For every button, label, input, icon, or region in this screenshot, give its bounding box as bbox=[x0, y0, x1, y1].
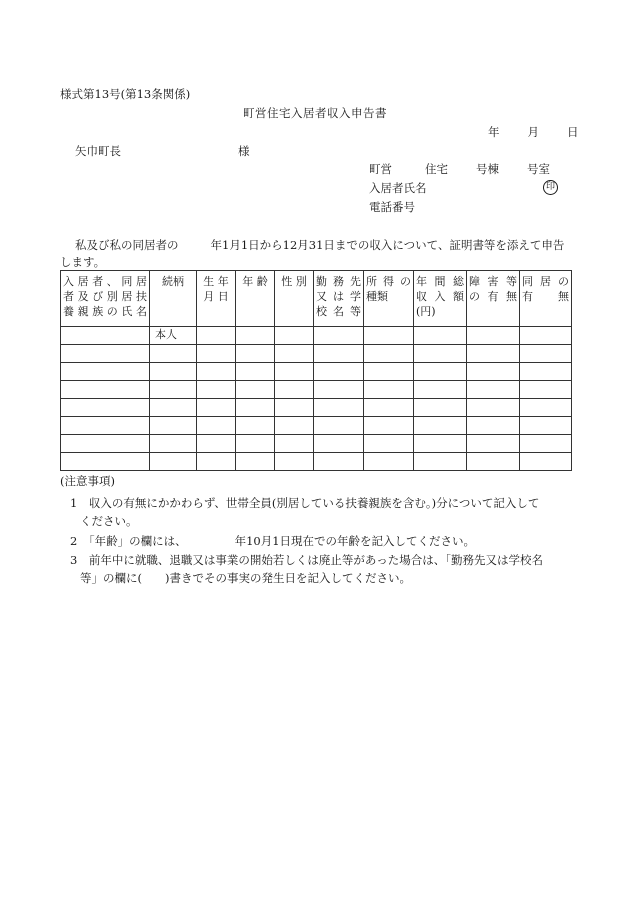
table-cell[interactable] bbox=[275, 345, 314, 363]
table-cell[interactable] bbox=[414, 381, 467, 399]
table-cell[interactable] bbox=[520, 435, 572, 453]
table-row bbox=[61, 381, 572, 399]
table-row bbox=[61, 453, 572, 471]
header-cohabit: 同居の 有無 bbox=[520, 271, 572, 327]
table-row bbox=[61, 399, 572, 417]
note-3-line-1: 3 前年中に就職、退職又は事業の開始若しくは廃止等があった場合は、「勤務先又は学校名 bbox=[70, 553, 543, 567]
table-cell[interactable] bbox=[150, 417, 197, 435]
table-cell[interactable] bbox=[467, 327, 520, 345]
table-cell[interactable] bbox=[467, 381, 520, 399]
document-title: 町営住宅入居者収入申告書 bbox=[243, 106, 387, 120]
table-cell[interactable] bbox=[236, 381, 275, 399]
date-month: 月 bbox=[527, 125, 539, 139]
table-cell[interactable] bbox=[520, 417, 572, 435]
date-line bbox=[488, 125, 579, 139]
table-cell[interactable] bbox=[275, 381, 314, 399]
header-workplace: 勤務先 又は学 校名等 bbox=[314, 271, 364, 327]
address-building: 号棟 bbox=[476, 162, 499, 176]
table-cell[interactable] bbox=[414, 345, 467, 363]
table-cell[interactable] bbox=[275, 435, 314, 453]
table-cell[interactable] bbox=[61, 345, 150, 363]
address-housing: 住宅 bbox=[425, 162, 448, 176]
table-cell[interactable] bbox=[275, 417, 314, 435]
table-cell[interactable] bbox=[236, 417, 275, 435]
income-table bbox=[60, 270, 572, 471]
table-cell[interactable] bbox=[236, 399, 275, 417]
header-relation: 続柄 bbox=[150, 271, 197, 327]
table-cell[interactable] bbox=[197, 399, 236, 417]
table-cell[interactable] bbox=[364, 453, 414, 471]
table-cell[interactable] bbox=[275, 363, 314, 381]
table-cell[interactable] bbox=[197, 363, 236, 381]
table-row bbox=[61, 363, 572, 381]
note-1-line-1: 1 収入の有無にかかわらず、世帯全員(別居している扶養親族を含む。)分について記入して bbox=[70, 496, 540, 510]
header-birthdate: 生 年 月 日 bbox=[197, 271, 236, 327]
table-cell[interactable] bbox=[61, 363, 150, 381]
note-2-part2: 年10月1日現在での年齢を記入してください。 bbox=[234, 534, 476, 548]
table-cell[interactable] bbox=[467, 417, 520, 435]
header-income-type: 所得の 種類 bbox=[364, 271, 414, 327]
note-3-line-2: 等」の欄に( )書きでその事実の発生日を記入してください。 bbox=[80, 571, 411, 585]
table-cell[interactable] bbox=[364, 417, 414, 435]
table-cell[interactable] bbox=[364, 363, 414, 381]
table-row bbox=[61, 417, 572, 435]
table-cell[interactable] bbox=[314, 435, 364, 453]
intro-line-2: します。 bbox=[60, 255, 106, 269]
intro-part1: 私及び私の同居者の bbox=[75, 238, 179, 252]
table-cell[interactable] bbox=[467, 345, 520, 363]
table-cell[interactable] bbox=[520, 327, 572, 345]
note-1-line-2: ください。 bbox=[80, 514, 138, 528]
addressee: 矢巾町長 bbox=[75, 144, 121, 158]
table-cell[interactable] bbox=[150, 453, 197, 471]
table-cell[interactable] bbox=[61, 327, 150, 345]
table-cell[interactable] bbox=[314, 417, 364, 435]
table-cell[interactable] bbox=[467, 399, 520, 417]
header-age: 年 齢 bbox=[236, 271, 275, 327]
note-2 bbox=[70, 534, 475, 548]
table-cell[interactable] bbox=[414, 399, 467, 417]
table-cell[interactable] bbox=[197, 435, 236, 453]
table-cell[interactable] bbox=[61, 399, 150, 417]
table-cell[interactable] bbox=[467, 435, 520, 453]
table-cell[interactable] bbox=[314, 327, 364, 345]
relation-self-cell[interactable]: 本人 bbox=[150, 327, 197, 345]
table-cell[interactable] bbox=[197, 453, 236, 471]
notes-heading: (注意事項) bbox=[60, 474, 115, 488]
table-cell[interactable] bbox=[236, 363, 275, 381]
table-cell[interactable] bbox=[236, 327, 275, 345]
table-cell[interactable] bbox=[520, 399, 572, 417]
table-cell[interactable] bbox=[520, 345, 572, 363]
table-cell[interactable] bbox=[61, 453, 150, 471]
table-cell[interactable] bbox=[414, 417, 467, 435]
table-cell[interactable] bbox=[236, 453, 275, 471]
table-cell[interactable] bbox=[467, 453, 520, 471]
table-cell[interactable] bbox=[467, 363, 520, 381]
table-cell[interactable] bbox=[275, 399, 314, 417]
table-cell[interactable] bbox=[150, 435, 197, 453]
address-town: 町営 bbox=[369, 162, 392, 176]
address-line bbox=[369, 162, 550, 176]
intro-line-1 bbox=[75, 238, 564, 252]
seal-mark: 印 bbox=[543, 180, 558, 195]
table-cell[interactable] bbox=[520, 453, 572, 471]
intro-part2: 年1月1日から12月31日までの収入について、証明書等を添えて申告 bbox=[210, 238, 565, 252]
table-cell[interactable] bbox=[364, 345, 414, 363]
table-cell[interactable] bbox=[414, 435, 467, 453]
table-cell[interactable] bbox=[414, 363, 467, 381]
table-cell[interactable] bbox=[414, 327, 467, 345]
honorific: 様 bbox=[238, 144, 250, 158]
table-cell[interactable] bbox=[197, 381, 236, 399]
table-cell[interactable] bbox=[197, 345, 236, 363]
table-cell[interactable] bbox=[150, 399, 197, 417]
table-cell[interactable] bbox=[275, 453, 314, 471]
table-cell[interactable] bbox=[364, 435, 414, 453]
phone-label: 電話番号 bbox=[369, 200, 415, 214]
table-cell[interactable] bbox=[197, 417, 236, 435]
table-cell[interactable] bbox=[520, 381, 572, 399]
header-sex: 性 別 bbox=[275, 271, 314, 327]
table-cell[interactable] bbox=[314, 345, 364, 363]
table-cell[interactable] bbox=[275, 327, 314, 345]
date-day: 日 bbox=[567, 125, 579, 139]
table-header-row bbox=[61, 271, 572, 327]
form-number: 様式第13号(第13条関係) bbox=[60, 87, 191, 101]
table-cell[interactable] bbox=[364, 381, 414, 399]
table-row bbox=[61, 345, 572, 363]
table-cell[interactable] bbox=[61, 381, 150, 399]
resident-name-label: 入居者氏名 bbox=[369, 181, 427, 195]
address-room: 号室 bbox=[527, 162, 550, 176]
table-cell[interactable] bbox=[314, 363, 364, 381]
table-cell[interactable] bbox=[236, 435, 275, 453]
table-cell[interactable] bbox=[61, 417, 150, 435]
table-row bbox=[61, 435, 572, 453]
empty-rows bbox=[61, 345, 572, 471]
table-cell[interactable] bbox=[150, 381, 197, 399]
table-cell[interactable] bbox=[314, 399, 364, 417]
table-cell[interactable] bbox=[197, 327, 236, 345]
table-cell[interactable] bbox=[61, 435, 150, 453]
table-cell[interactable] bbox=[364, 399, 414, 417]
header-name: 入居者、同居 者及び別居扶 養親族の氏名 bbox=[61, 271, 150, 327]
table-cell[interactable] bbox=[236, 345, 275, 363]
table-cell[interactable] bbox=[520, 363, 572, 381]
table-cell[interactable] bbox=[414, 453, 467, 471]
header-annual-income: 年間総 収入額 (円) bbox=[414, 271, 467, 327]
table-cell[interactable] bbox=[150, 363, 197, 381]
table-cell[interactable] bbox=[150, 345, 197, 363]
table-cell[interactable] bbox=[314, 453, 364, 471]
header-disability: 障害等 の有無 bbox=[467, 271, 520, 327]
table-cell[interactable] bbox=[364, 327, 414, 345]
table-row bbox=[61, 327, 572, 345]
table-cell[interactable] bbox=[314, 381, 364, 399]
date-year: 年 bbox=[488, 125, 500, 139]
note-2-part1: 2 「年齢」の欄には、 bbox=[70, 534, 187, 548]
